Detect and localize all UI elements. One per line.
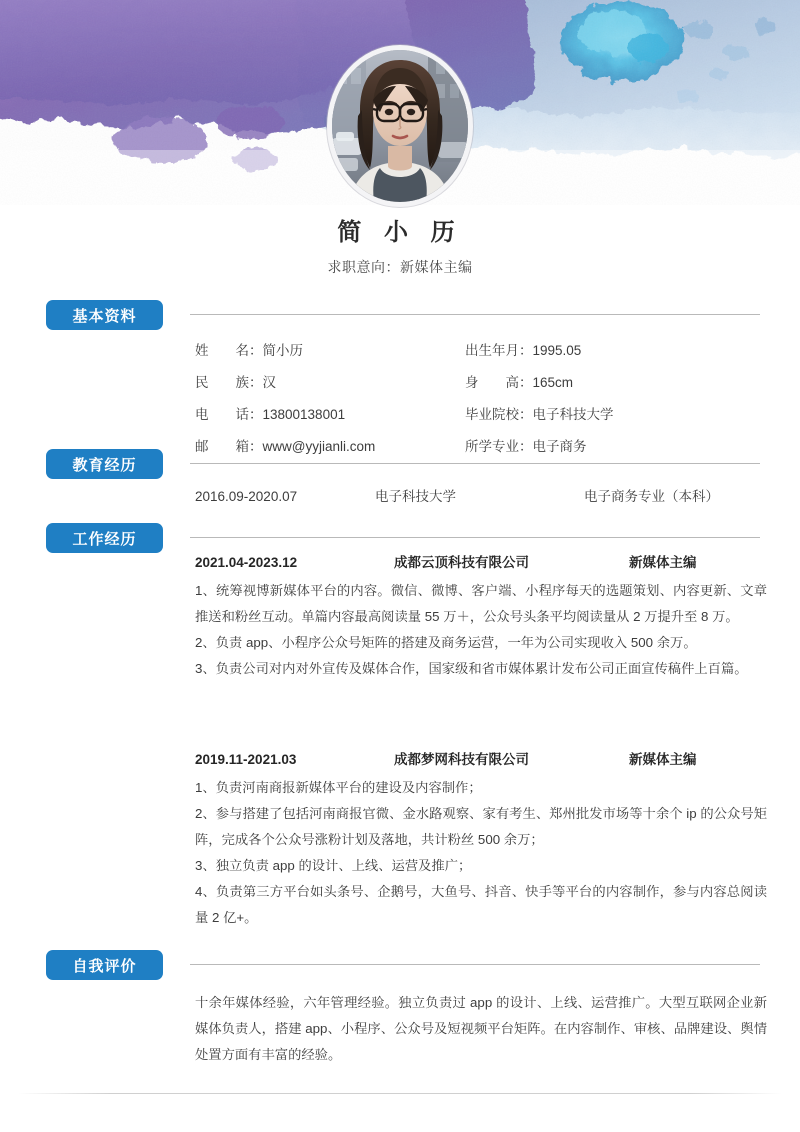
section-badge-self-eval: 自我评价 [46,950,163,980]
info-ethnicity [195,374,276,392]
info-major-value: 电子商务 [532,439,587,454]
info-height-label: 身 高： [465,375,533,390]
self-eval-text: 十余年媒体经验，六年管理经验。独立负责过 app 的设计、上线、运营推广。大型互联网企业新媒体负责人，搭建 app、小程序、公众号及短视频平台矩阵。在内容制作、审核、品牌建设、舆情处置方面有丰富的经验。 [195,995,767,1062]
info-ethnicity-value: 汉 [262,375,276,390]
info-phone [195,406,345,424]
info-birth-label: 出生年月： [465,343,533,358]
info-height-value: 165cm [532,375,574,390]
portrait-illustration [332,50,468,202]
info-school-value: 电子科技大学 [532,407,614,422]
work-position-1: 新媒体主编 [629,555,697,570]
section-rule-self-eval [190,964,760,965]
info-birth-value: 1995.05 [532,343,582,358]
section-rule-work [190,537,760,538]
work-company-1: 成都云顶科技有限公司 [394,555,529,570]
info-height [465,374,573,392]
work-details-2: 1、负责河南商报新媒体平台的建设及内容制作； 2、参与搭建了包括河南商报官微、金水路观察、家有考生、郑州批发市场等十余个 ip 的公众号矩阵，完成各个公众号涨粉计划及落地，共计粉丝 500 余万； 3、独立负责 app 的设计、上线、运营及推广； 4、负责第三方平台如头条号、企鹅号，大鱼号、抖音、快手等平台的内容制作，参与内容总阅读量 2 亿+。 [195,780,767,925]
work-details-1: 1、统筹视博新媒体平台的内容。微信、微博、客户端、小程序每天的选题策划、内容更新、文章推送和粉丝互动。单篇内容最高阅读量 55 万＋，公众号头条平均阅读量从 2 万提升至 8 万。 2、负责 app、小程序公众号矩阵的搭建及商务运营，一年为公司实现收入 500 余万。 3、负责公司对内对外宣传及媒体合作，国家级和省市媒体累计发布公司正面宣传稿件上百篇。 [195,583,767,676]
info-ethnicity-label: 民 族： [195,375,263,390]
job-objective: 求职意向：新媒体主编 [327,259,473,275]
info-email-value: www@yyjianli.com [262,439,376,454]
work-period-1: 2021.04-2023.12 [195,555,298,570]
info-phone-value: 13800138001 [262,407,346,422]
info-email-label: 邮 箱： [195,439,263,454]
info-phone-label: 电 话： [195,407,263,422]
section-rule-basic [190,314,760,315]
section-badge-education: 教育经历 [46,449,163,479]
info-major [465,438,587,456]
info-major-label: 所学专业： [465,439,533,454]
info-email [195,438,375,456]
avatar-photo [332,50,468,202]
work-period-2: 2019.11-2021.03 [195,752,297,767]
avatar [327,45,473,207]
page-title: 简 小 历 [337,219,463,246]
education-school: 电子科技大学 [375,489,456,504]
info-birth [465,342,581,360]
info-name-label: 姓 名： [195,343,263,358]
name-block [0,218,800,277]
bottom-divider [18,1093,782,1094]
work-company-2: 成都梦网科技有限公司 [394,752,529,767]
education-period: 2016.09-2020.07 [195,489,298,504]
info-school-label: 毕业院校： [465,407,533,422]
section-rule-education [190,463,760,464]
info-name [195,342,303,360]
section-badge-basic: 基本资料 [46,300,163,330]
education-major: 电子商务专业（本科） [584,489,719,504]
info-name-value: 简小历 [262,343,303,358]
work-position-2: 新媒体主编 [629,752,697,767]
info-school [465,406,614,424]
section-badge-work: 工作经历 [46,523,163,553]
